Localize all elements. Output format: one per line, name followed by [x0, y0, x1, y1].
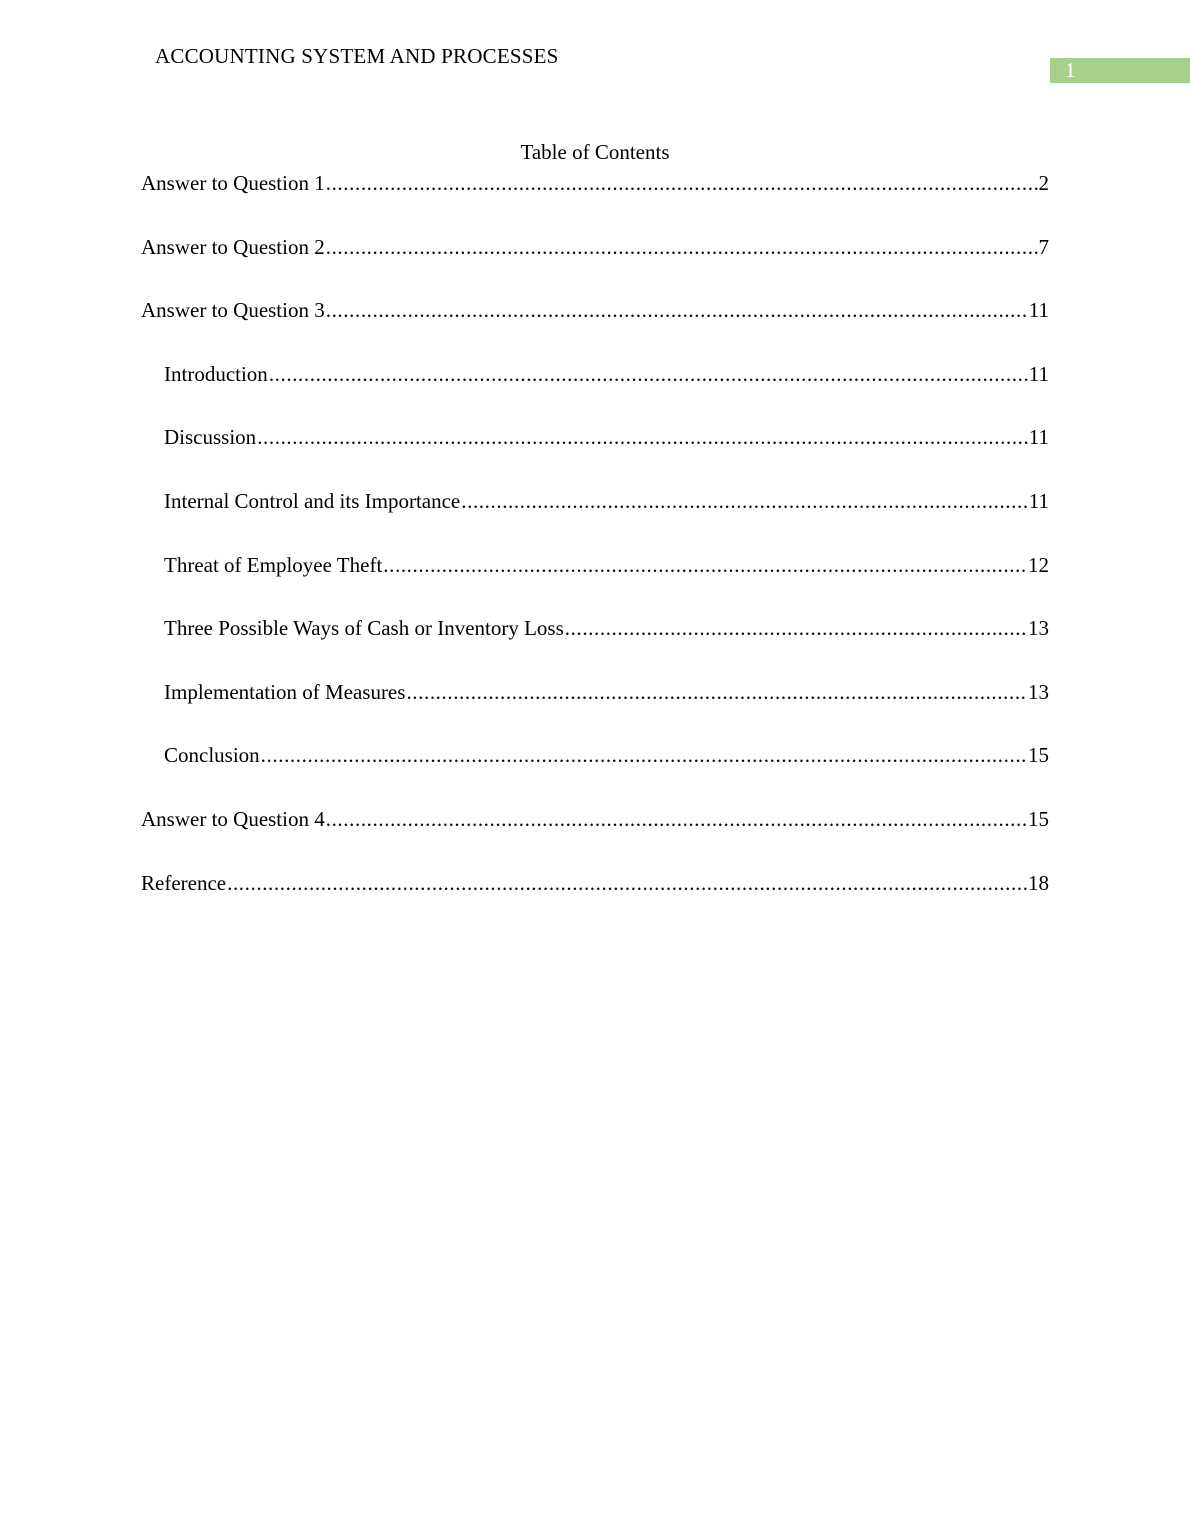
toc-entry-page: 15	[1028, 806, 1049, 831]
toc-dot-leader	[383, 551, 1027, 579]
toc-entry-reference[interactable]	[141, 869, 1049, 933]
toc-title: Table of Contents	[520, 140, 670, 164]
toc-entry-implementation[interactable]	[141, 678, 1049, 742]
toc-entry-label: Implementation of Measures	[164, 679, 406, 704]
toc-entry-label: Answer to Question 2	[141, 234, 325, 259]
toc-entry-page: 13	[1028, 616, 1049, 641]
toc-dot-leader	[406, 678, 1027, 706]
toc-dot-leader	[565, 614, 1027, 642]
page-number-tab	[1050, 58, 1190, 83]
toc-dot-leader	[326, 233, 1038, 261]
toc-entry-page: 11	[1028, 298, 1049, 323]
toc-dot-leader	[227, 869, 1027, 897]
toc-entry-page: 15	[1028, 743, 1049, 768]
toc-entry-label: Threat of Employee Theft	[164, 552, 383, 577]
toc-entry-cash-inventory-loss[interactable]	[141, 614, 1049, 678]
toc-entry-internal-control[interactable]	[141, 487, 1049, 551]
toc-entry-page: 11	[1028, 361, 1049, 386]
toc-dot-leader	[326, 296, 1028, 324]
toc-entry-employee-theft[interactable]	[141, 551, 1049, 615]
toc-entry-answer-3[interactable]	[141, 296, 1049, 360]
toc-dot-leader	[461, 487, 1028, 515]
toc-entry-answer-2[interactable]	[141, 233, 1049, 297]
toc-entry-conclusion[interactable]	[141, 741, 1049, 805]
toc-dot-leader	[326, 169, 1038, 197]
toc-entry-label: Reference	[141, 870, 227, 895]
toc-entry-page: 13	[1028, 679, 1049, 704]
toc-dot-leader	[261, 741, 1027, 769]
toc-entry-label: Internal Control and its Importance	[164, 488, 461, 513]
toc-dot-leader	[326, 805, 1027, 833]
toc-entry-label: Discussion	[164, 425, 257, 450]
toc-entry-label: Answer to Question 3	[141, 298, 325, 323]
toc-entry-label: Answer to Question 4	[141, 806, 325, 831]
table-of-contents	[141, 169, 1049, 932]
toc-dot-leader	[257, 423, 1028, 451]
toc-entry-page: 12	[1028, 552, 1049, 577]
toc-entry-page: 11	[1028, 425, 1049, 450]
toc-entry-page: 7	[1038, 234, 1049, 259]
toc-entry-page: 18	[1028, 870, 1049, 895]
running-head: ACCOUNTING SYSTEM AND PROCESSES	[155, 44, 559, 68]
toc-dot-leader	[269, 360, 1028, 388]
toc-entry-label: Three Possible Ways of Cash or Inventory Loss	[164, 616, 564, 641]
toc-entry-label: Conclusion	[164, 743, 260, 768]
toc-entry-page: 11	[1028, 488, 1049, 513]
page-number: 1	[1065, 58, 1076, 82]
toc-entry-discussion[interactable]	[141, 423, 1049, 487]
toc-entry-answer-1[interactable]	[141, 169, 1049, 233]
toc-entry-label: Answer to Question 1	[141, 171, 325, 195]
toc-entry-label: Introduction	[164, 361, 268, 386]
toc-entry-answer-4[interactable]	[141, 805, 1049, 869]
toc-entry-page: 2	[1038, 171, 1049, 195]
toc-entry-introduction[interactable]	[141, 360, 1049, 424]
